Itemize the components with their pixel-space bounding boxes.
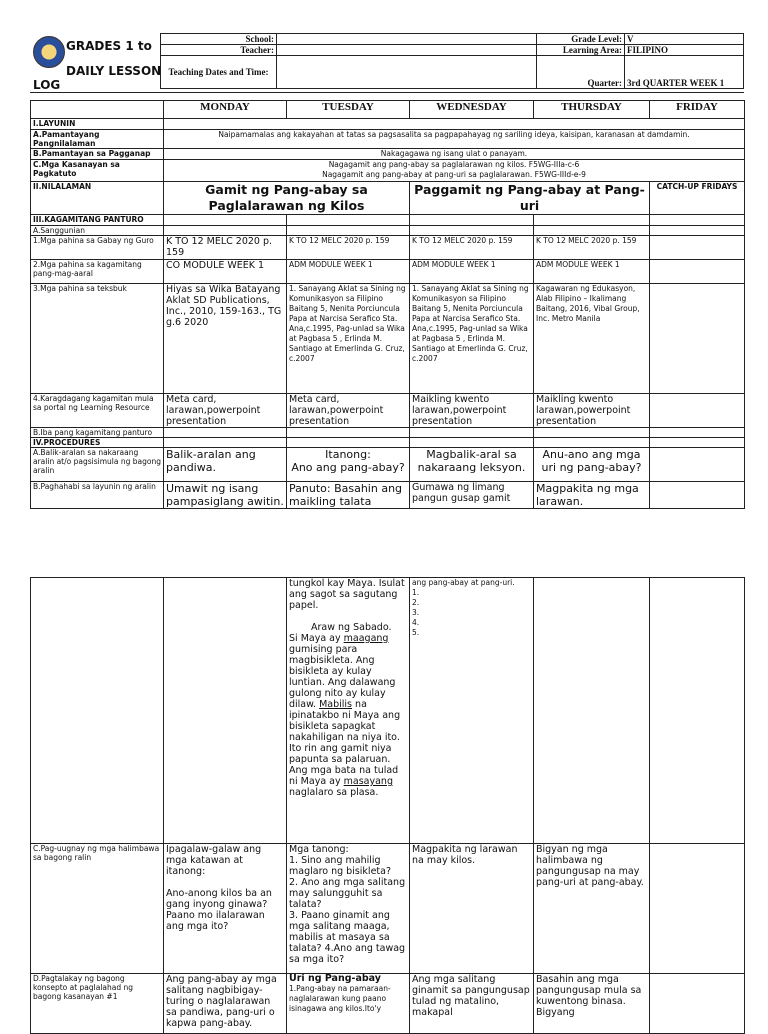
teksbuk-mon: Hiyas sa Wika Batayang Aklat SD Publications, Inc., 2010, 159-163., TG g.6 2020 xyxy=(164,284,287,394)
pagtalakay-tue xyxy=(287,974,410,1034)
tue-story-heading: Araw ng Sabado. xyxy=(311,622,392,633)
teacher-label: Teacher: xyxy=(161,45,277,56)
underlined-maaga: maagang xyxy=(343,633,389,644)
balik-thu: Anu-ano ang mga uri ng pang-abay? xyxy=(534,448,650,482)
label-balik-aral: A.Balik-aralan sa nakaraang aralin at/o pagsisimula ng bagong aralin xyxy=(31,448,164,482)
karag-wed: Maikling kwento larawan,powerpoint presentation xyxy=(410,394,534,428)
section-procedures: IV.PROCEDURES xyxy=(31,438,164,448)
text-kasanayan xyxy=(164,160,745,182)
quarter-value[interactable]: 3rd QUARTER WEEK 1 xyxy=(625,56,744,89)
label-nilalaman: II.NILALAMAN xyxy=(31,182,164,215)
pagtalakay-tue-text: 1.Pang-abay na pamaraan-naglalarawan kung paano isinagawa ang kilos.Ito'y xyxy=(289,984,391,1013)
underlined-mabilis: Mabilis xyxy=(319,699,353,710)
wed-list-5: 5. xyxy=(412,628,420,637)
kasanayan-line1: Nagagamit ang pang-abay sa paglalarawan ng kilos. F5WG-IIIa-c-6 xyxy=(328,160,580,169)
day-monday: MONDAY xyxy=(164,101,287,119)
paghahabi-mon: Umawit ng isang pampasiglang awitin. xyxy=(164,482,287,509)
title-line1: GRADES 1 to xyxy=(66,39,152,53)
pagtalakay-wed: Ang mga salitang ginamit sa pangungusap tulad ng matalino, makapal xyxy=(410,974,534,1034)
label-gabay-guro: 1.Mga pahina sa Gabay ng Guro xyxy=(31,236,164,260)
label-pamantayan-pagganap: B.Pamantayan sa Pagganap xyxy=(31,149,164,160)
tue-instruction: tungkol kay Maya. Isulat ang sagot sa sagutang papel. xyxy=(289,578,405,611)
wed-list-2: 2. xyxy=(412,598,420,607)
pag-uugnay-tue: Mga tanong: 1. Sino ang mahilig maglaro ng bisikleta? 2. Ano ang mga salitang may salungguhit sa talata? 3. Paano ginamit ang mga salitang maaga, mabilis at masaya sa talata? 4.Ano ang tawag sa mga ito? xyxy=(287,844,410,974)
day-friday: FRIDAY xyxy=(650,101,745,119)
paghahabi-thu: Magpakita ng mga larawan. xyxy=(534,482,650,509)
balik-tue: Itanong: Ano ang pang-abay? xyxy=(287,448,410,482)
wed-list-4: 4. xyxy=(412,618,420,627)
dates-label: Teaching Dates and Time: xyxy=(161,56,277,89)
story-part-1: Si Maya ay xyxy=(289,633,341,644)
school-value[interactable] xyxy=(277,34,537,45)
header-rule xyxy=(30,92,744,93)
kag-tue: ADM MODULE WEEK 1 xyxy=(287,260,410,284)
label-kasanayan: C.Mga Kasanayan sa Pagkatuto xyxy=(31,160,164,182)
label-sanggunian: A.Sanggunian xyxy=(31,226,164,236)
title-line2: DAILY LESSON xyxy=(66,64,162,78)
deped-seal-logo xyxy=(33,36,65,68)
corner-cell xyxy=(31,101,164,119)
pag-uugnay-thu: Bigyan ng mga halimbawa ng pangungusap na may pang-uri at pang-abay. xyxy=(534,844,650,974)
label-pag-uugnay: C.Pag-uugnay ng mga halimbawa sa bagong ralin xyxy=(31,844,164,974)
teacher-value[interactable] xyxy=(277,45,537,56)
label-teksbuk: 3.Mga pahina sa teksbuk xyxy=(31,284,164,394)
text-pamantayang-pangnilalaman: Naipamamalas ang kakayahan at tatas sa pagsasalita sa pagpapahayag ng sariling ideya, kaisipan, karanasan at damdamin. xyxy=(164,130,745,149)
nilalaman-mon-tue: Gamit ng Pang-abay sa Paglalarawan ng Kilos xyxy=(164,182,410,215)
wed-list-1: 1. xyxy=(412,588,420,597)
label-kagamitang-mag-aaral: 2.Mga pahina sa kagamitang pang-mag-aaral xyxy=(31,260,164,284)
continued-wed-cell xyxy=(410,578,534,844)
grade-label: Grade Level: xyxy=(537,34,625,45)
kasanayan-line2: Nagagamit ang pang-abay at pang-uri sa paglalarawan. F5WG-IIId-e-9 xyxy=(322,170,586,179)
pagtalakay-mon: Ang pang-abay ay mga salitang nagbibigay-turing o naglalarawan sa pandiwa, pang-uri o kapwa pang-abay. xyxy=(164,974,287,1034)
pag-uugnay-wed: Magpakita ng larawan na may kilos. xyxy=(410,844,534,974)
dates-value[interactable] xyxy=(277,56,537,89)
story-part-2: gumising para magbisikleta. Ang bisikleta ay kulay luntian. Ang dalawang gulong nito ay kulay dilaw. xyxy=(289,644,396,710)
gabay-wed: K TO 12 MELC 2020 p. 159 xyxy=(410,236,534,260)
story-part-3: na ipinatakbo ni Maya ang bisikleta sapagkat nakahiligan na niya ito. Ito rin ang gamit niya papunta sa palaruan. Ang mga bata na tulad ni Maya ay xyxy=(289,699,401,787)
continued-tue-cell xyxy=(287,578,410,844)
paghahabi-wed: Gumawa ng limang pangun gusap gamit xyxy=(410,482,534,509)
nilalaman-wed-thu: Paggamit ng Pang-abay at Pang-uri xyxy=(410,182,650,215)
teksbuk-wed: 1. Sanayang Aklat sa Sining ng Komunikasyon sa Filipino Baitang 5, Nenita Porciuncula Papa at Narcisa Serafico Sta. Ana,c.1995, Pag-unlad sa Wika at Pagbasa 5 , Erlinda M. Santiago at Emerlinda G. Cruz, c.2007 xyxy=(410,284,534,394)
paghahabi-tue: Panuto: Basahin ang maikling talata xyxy=(287,482,410,509)
balik-mon: Balik-aralan ang pandiwa. xyxy=(164,448,287,482)
karag-thu: Maikling kwento larawan,powerpoint presentation xyxy=(534,394,650,428)
grade-value[interactable]: V xyxy=(625,34,744,45)
dll-table-page1 xyxy=(30,100,745,509)
pag-uugnay-mon: Ipagalaw-galaw ang mga katawan at itanong: Ano-anong kilos ba an gang inyong ginawa? Paano mo ilalarawan ang mga ito? xyxy=(164,844,287,974)
pagtalakay-tue-title: Uri ng Pang-abay xyxy=(289,973,381,984)
day-tuesday: TUESDAY xyxy=(287,101,410,119)
label-iba-pang-kagamitan: B.Iba pang kagamitang panturo xyxy=(31,428,164,438)
continued-mon-cell xyxy=(164,578,287,844)
continued-fri-cell xyxy=(650,578,745,844)
quarter-label: Quarter: xyxy=(537,56,625,89)
label-karagdagang-kagamitan: 4.Karagdagang kagamitan mula sa portal ng Learning Resource xyxy=(31,394,164,428)
balik-wed: Magbalik-aral sa nakaraang leksyon. xyxy=(410,448,534,482)
kag-wed: ADM MODULE WEEK 1 xyxy=(410,260,534,284)
dll-table-page2 xyxy=(30,577,745,1034)
story-part-4: naglalaro sa plasa. xyxy=(289,787,379,798)
teksbuk-thu: Kagawaran ng Edukasyon, Alab Filipino – Ikalimang Baitang, 2016, Vibal Group, Inc. Metro Manila xyxy=(534,284,650,394)
area-label: Learning Area: xyxy=(537,45,625,56)
continued-label-cell xyxy=(31,578,164,844)
wed-list-3: 3. xyxy=(412,608,420,617)
karag-tue: Meta card, larawan,powerpoint presentation xyxy=(287,394,410,428)
kag-mon: CO MODULE WEEK 1 xyxy=(164,260,287,284)
nilalaman-friday: CATCH-UP FRIDAYS xyxy=(650,182,745,215)
kag-thu: ADM MODULE WEEK 1 xyxy=(534,260,650,284)
gabay-tue: K TO 12 MELC 2020 p. 159 xyxy=(287,236,410,260)
wed-continuation: ang pang-abay at pang-uri. xyxy=(412,578,515,587)
title-line3: LOG xyxy=(33,78,61,92)
day-thursday: THURSDAY xyxy=(534,101,650,119)
karag-mon: Meta card, larawan,powerpoint presentation xyxy=(164,394,287,428)
school-label: School: xyxy=(161,34,277,45)
day-wednesday: WEDNESDAY xyxy=(410,101,534,119)
text-pamantayan-pagganap: Nakagagawa ng isang ulat o panayam. xyxy=(164,149,745,160)
area-value[interactable]: FILIPINO xyxy=(625,45,744,56)
label-paghahabi-layunin: B.Paghahabi sa layunin ng aralin xyxy=(31,482,164,509)
tue-story xyxy=(289,633,407,798)
gabay-thu: K TO 12 MELC 2020 p. 159 xyxy=(534,236,650,260)
underlined-masaya: masayang xyxy=(343,776,393,787)
pagtalakay-thu: Basahin ang mga pangungusap mula sa kuwentong binasa. Bigyang xyxy=(534,974,650,1034)
label-pagtalakay: D.Pagtalakay ng bagong konsepto at paglalahad ng bagong kasanayan #1 xyxy=(31,974,164,1034)
gabay-mon: K TO 12 MELC 2020 p. 159 xyxy=(164,236,287,260)
continued-thu-cell xyxy=(534,578,650,844)
section-kagamitan: III.KAGAMITANG PANTURO xyxy=(31,215,164,226)
header-table xyxy=(160,33,744,89)
teksbuk-tue: 1. Sanayang Aklat sa Sining ng Komunikasyon sa Filipino Baitang 5, Nenita Porciuncula Papa at Narcisa Serafico Sta. Ana,c.1995, Pag-unlad sa Wika at Pagbasa 5 , Erlinda M. Santiago at Emerlinda G. Cruz, c.2007 xyxy=(287,284,410,394)
section-layunin: I.LAYUNIN xyxy=(31,119,164,130)
label-pamantayang-pangnilalaman: A.Pamantayang Pangnilalaman xyxy=(31,130,164,149)
